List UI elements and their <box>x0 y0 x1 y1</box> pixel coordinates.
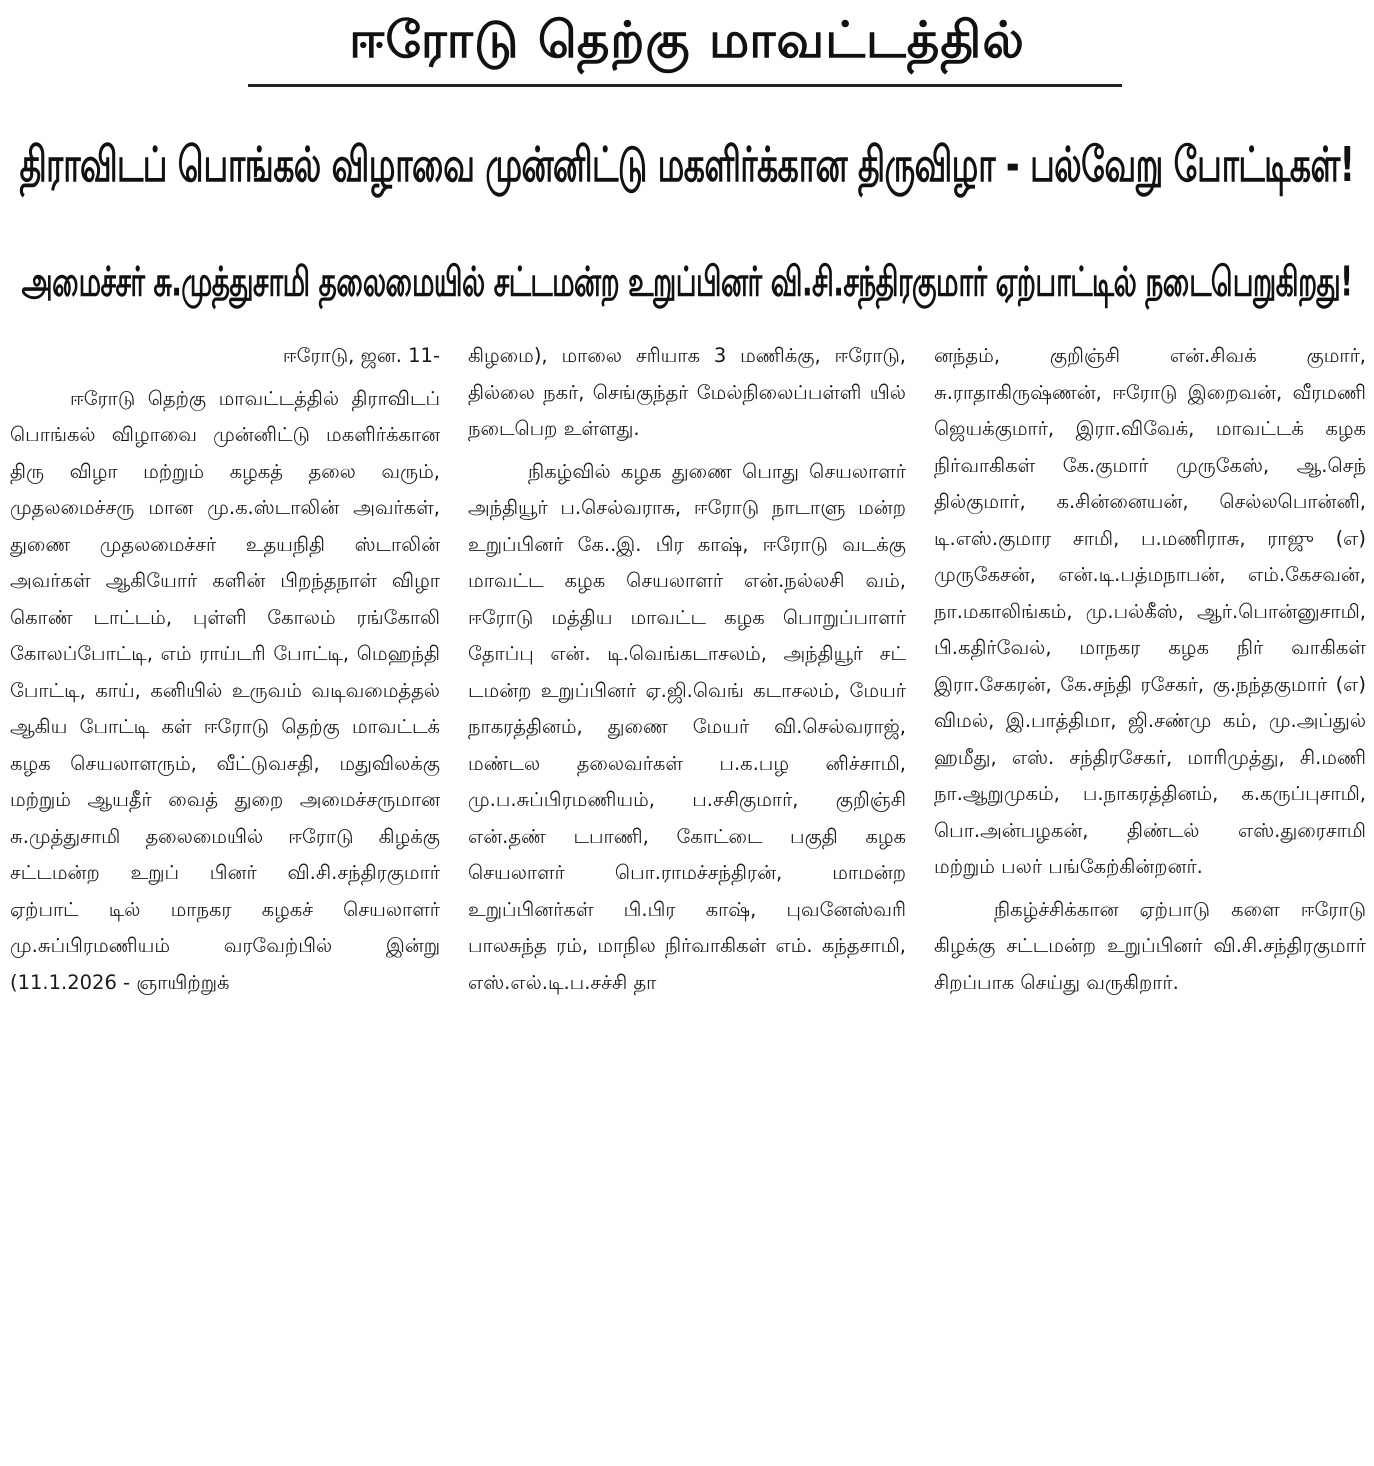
article-paragraph-3: நிகழ்ச்சிக்கான ஏற்பாடு களை ஈரோடு கிழக்கு சட்டமன்ற உறுப்பினர் வி.சி.சந்திரகுமார் சிறப்பாக செய்து வருகிறார். <box>934 897 1366 994</box>
article-paragraph-2: நிகழ்வில் கழக துணை பொது செயலாளர் அந்தியூர் ப.செல்வராசு, ஈரோடு நாடாளு மன்ற உறுப்பினர் கே..இ. பிர காஷ், ஈரோடு வடக்கு மாவட்ட கழக செயலாளர் என்.நல்லசி வம், ஈரோடு மத்திய மாவட்ட கழக பொறுப்பாளர் தோப்பு என். டி.வெங்கடாசலம், அந்தியூர் சட் டமன்ற உறுப்பினர் ஏ.ஜி.வெங் கடாசலம், மேயர் நாகரத்தினம், துணை மேயர் வி.செல்வராஜ், மண்டல தலைவர்கள் ப.க.பழ னிச்சாமி, மு.ப.சுப்பிரமணியம், ப.சசிகுமார், குறிஞ்சி என்.தண் டபாணி, கோட்டை பகுதி கழக செயலாளர் பொ.ராமச்சந்திரன், மாமன்ற உறுப்பினர்கள் பி.பிர காஷ், புவனேஸ்வரி பாலசுந்த ரம், மாநில நிர்வாகிகள் எம். கந்தசாமி, எஸ்.எல்.டி.ப.சச்சி தா <box>468 459 906 994</box>
subheadline: அமைச்சர் சு.முத்துசாமி தலைமையில் சட்டமன்ற உறுப்பினர் வி.சி.சந்திரகுமார் ஏற்பாட்டில் நடைபெறுகிறது! <box>21 257 1353 306</box>
article-column-1 <box>10 338 440 1001</box>
article-column-3 <box>934 338 1366 1001</box>
headline: திராவிடப் பொங்கல் விழாவை முன்னிட்டு மகளிர்க்கான திருவிழா - பல்வேறு போட்டிகள்! <box>19 135 1355 193</box>
dateline: ஈரோடு, ஜன. 11- <box>282 344 440 367</box>
kicker-title: ஈரோடு தெற்கு மாவட்டத்தில் <box>349 11 1025 69</box>
title-divider <box>248 84 1122 87</box>
article-paragraph-1: ஈரோடு தெற்கு மாவட்டத்தில் திராவிடப் பொங்கல் விழாவை முன்னிட்டு மகளிர்க்கான திரு விழா மற்றும் கழகத் தலை வரும், முதலமைச்சரு மான மு.க.ஸ்டாலின் அவர்கள், துணை முதலமைச்சர் உதயநிதி ஸ்டாலின் அவர்கள் ஆகியோர் களின் பிறந்தநாள் விழா கொண் டாட்டம், புள்ளி கோலம் ரங்கோலி கோலப்போட்டி, எம் ராய்டரி போட்டி, மெஹந்தி போட்டி, காய், கனியில் உருவம் வடிவமைத்தல் ஆகிய போட்டி கள் ஈரோடு தெற்கு மாவட்டக் கழக செயலாளரும், வீட்டுவசதி, மதுவிலக்கு மற்றும் ஆயதீர் வைத் துறை அமைச்சருமான சு.முத்துசாமி தலைமையில் ஈரோடு கிழக்கு சட்டமன்ற உறுப் பினர் வி.சி.சந்திரகுமார் ஏற்பாட் டில் மாநகர கழகச் செயலாளர் மு.சுப்பிரமணியம் வரவேற்பில் இன்று (11.1.2026 - ஞாயிற்றுக் <box>10 386 440 994</box>
article-paragraph-2-continued: னந்தம், குறிஞ்சி என்.சிவக் குமார், சு.ராதாகிருஷ்ணன், ஈரோடு இறைவன், வீரமணி ஜெயக்குமார், இரா.விவேக், மாவட்டக் கழக நிர்வாகிகள் கே.குமார் முருகேஸ், ஆ.செந் தில்குமார், க.சின்னையன், செல்லபொன்னி, டி.எஸ்.குமார சாமி, ப.மணிராசு, ராஜு (எ) முருகேசன், என்.டி.பத்மநாபன், எம்.கேசவன், நா.மகாலிங்கம், மு.பல்கீஸ், ஆர்.பொன்னுசாமி, பி.கதிர்வேல், மாநகர கழக நிர் வாகிகள் இரா.சேகரன், கே.சந்தி ரசேகர், கு.நந்தகுமார் (எ) விமல், இ.பாத்திமா, ஜி.சண்மு கம், மு.அப்துல் ஹமீது, எஸ். சந்திரசேகர், மாரிமுத்து, சி.மணி நா.ஆறுமுகம், ப.நாகரத்தினம், க.கருப்புசாமி, பொ.அன்பழகன், திண்டல் எஸ்.துரைசாமி மற்றும் பலர் பங்கேற்கின்றனர். <box>934 344 1366 878</box>
article-column-2 <box>468 338 906 1001</box>
article-paragraph-1-continued: கிழமை), மாலை சரியாக 3 மணிக்கு, ஈரோடு, தில்லை நகர், செங்குந்தர் மேல்நிலைப்பள்ளி யில் நடைபெற உள்ளது. <box>468 344 906 440</box>
